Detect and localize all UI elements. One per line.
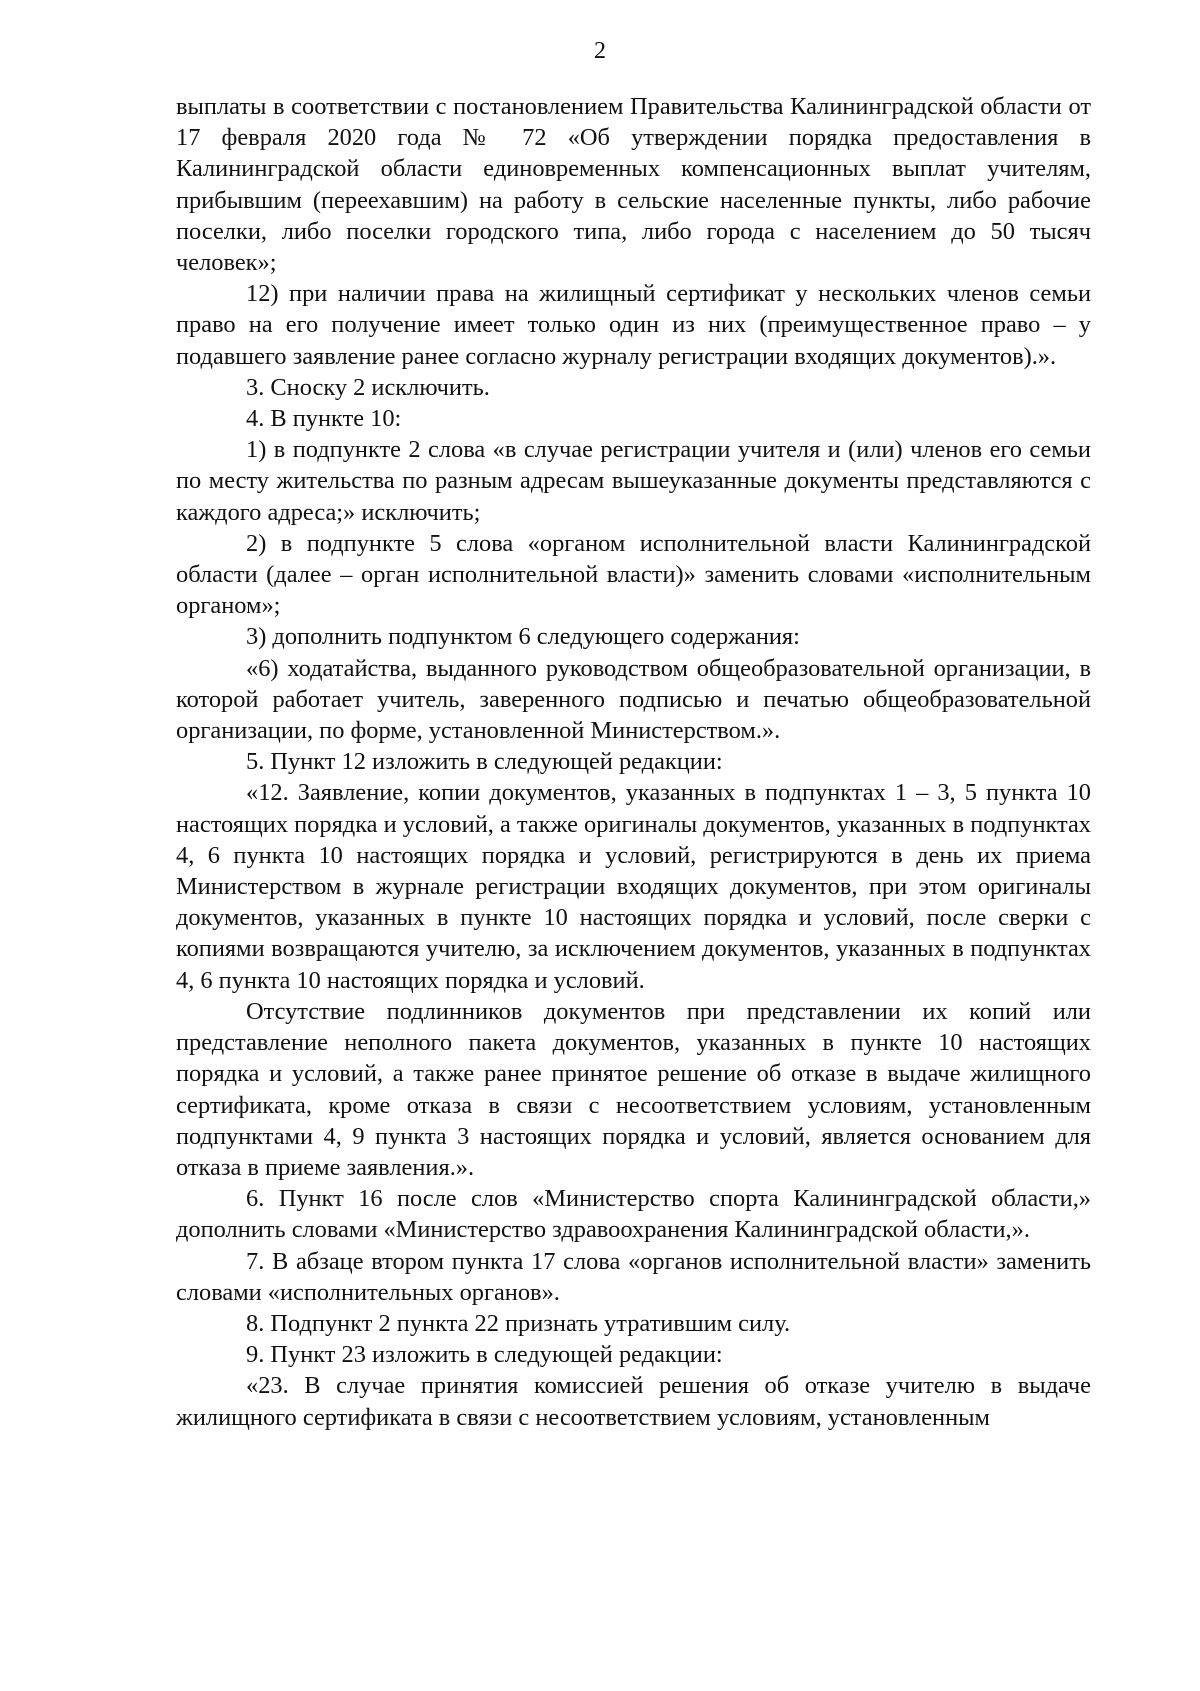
- paragraph-subitem-1: 1) в подпункте 2 слова «в случае регистрации учителя и (или) членов его семьи по месту жительства по разным адресам вышеуказанные документы представляются с каждого адреса;» исключить;: [176, 436, 1091, 526]
- paragraph-item-7: 7. В абзаце втором пункта 17 слова «органов исполнительной власти» заменить словами «исполнительных органов».: [176, 1247, 1091, 1306]
- paragraph-item-3: 3. Сноску 2 исключить.: [246, 373, 490, 401]
- paragraph-item-12: 12) при наличии права на жилищный сертификат у нескольких членов семьи право на его получение имеет только один из них (преимущественное право – у подавшего заявление ранее согласно журналу регистрации входящих документов).».: [176, 280, 1091, 370]
- paragraph-item-4: 4. В пункте 10:: [246, 405, 402, 433]
- paragraph-item-9: 9. Пункт 23 изложить в следующей редакции:: [246, 1341, 723, 1369]
- paragraph-quote-12: «12. Заявление, копии документов, указанных в подпунктах 1 – 3, 5 пункта 10 настоящих порядка и условий, а также оригиналы документов, указанных в подпунктах 4, 6 пункта 10 настоящих порядка и условий, регистрируются в день их приема Министерством в журнале регистрации входящих документов, при этом оригиналы документов, указанных в пункте 10 настоящих порядка и условий, после сверки с копиями возвращаются учителю, за исключением документов, указанных в подпунктах 4, 6 пункта 10 настоящих порядка и условий.: [176, 779, 1091, 994]
- page-number: 2: [594, 38, 606, 64]
- paragraph-continuation: выплаты в соответствии с постановлением Правительства Калининградской области от 17 февраля 2020 года № 72 «Об утверждении порядка предоставления в Калининградской области единовременных компенсационных выплат учителям, прибывшим (переехавшим) на работу в сельские населенные пункты, либо рабочие поселки, либо поселки городского типа, либо города с населением до 50 тысяч человек»;: [176, 93, 1091, 277]
- paragraph-item-8: 8. Подпункт 2 пункта 22 признать утратившим силу.: [246, 1309, 791, 1337]
- paragraph-item-6: 6. Пункт 16 после слов «Министерство спорта Калининградской области,» дополнить словами «Министерство здравоохранения Калининградской области,».: [176, 1185, 1091, 1244]
- paragraph-subitem-2: 2) в подпункте 5 слова «органом исполнительной власти Калининградской области (далее – орган исполнительной власти)» заменить словами «исполнительным органом»;: [176, 529, 1091, 620]
- paragraph-item-5: 5. Пункт 12 изложить в следующей редакции:: [246, 748, 723, 776]
- paragraph-quote-6: «6) ходатайства, выданного руководством общеобразовательной организации, в которой работает учитель, заверенного подписью и печатью общеобразовательной организации, по форме, установленной Министерством.».: [176, 654, 1091, 745]
- paragraph-subitem-3: 3) дополнить подпунктом 6 следующего содержания:: [246, 623, 800, 651]
- document-body: [176, 91, 1091, 1433]
- paragraph-quote-23: «23. В случае принятия комиссией решения об отказе учителю в выдаче жилищного сертификата в связи с несоответствием условиям, установленным: [176, 1372, 1091, 1431]
- paragraph-absence-originals: Отсутствие подлинников документов при представлении их копий или представление неполного пакета документов, указанных в пункте 10 настоящих порядка и условий, а также ранее принятое решение об отказе в выдаче жилищного сертификата, кроме отказа в связи с несоответствием условиям, установленным подпунктами 4, 9 пункта 3 настоящих порядка и условий, является основанием для отказа в приеме заявления.».: [176, 997, 1091, 1181]
